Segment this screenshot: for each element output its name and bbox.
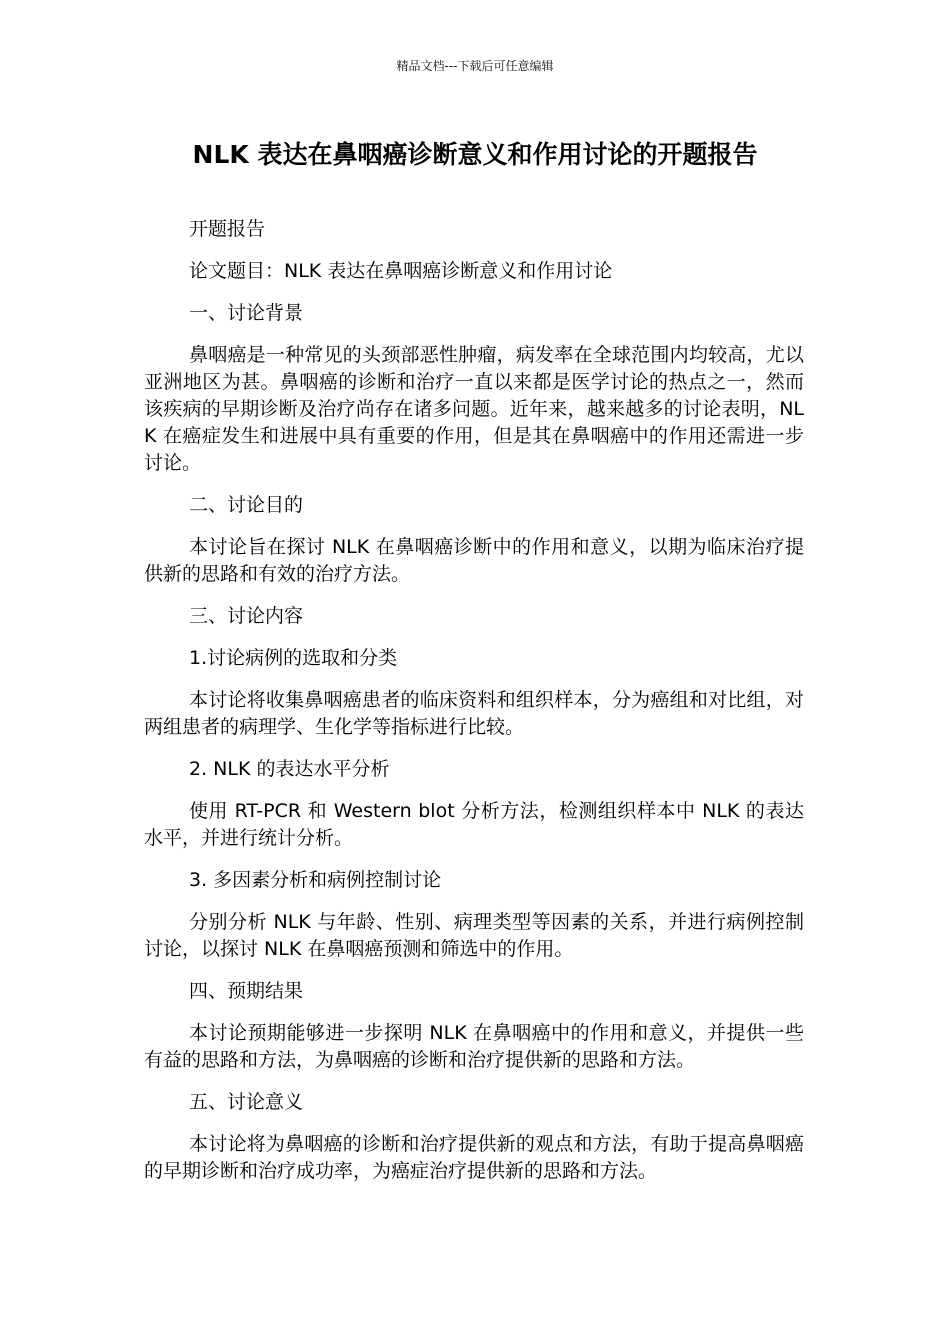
subheading-nlk-expression: 2. NLK 的表达水平分析 bbox=[189, 758, 390, 780]
paragraph-nlk-expression: 使用 RT-PCR 和 Western blot 分析方法，检测组织样本中 NLK 的表达水平，并进行统计分析。 bbox=[144, 800, 804, 849]
subheading-case-selection: 1.讨论病例的选取和分类 bbox=[189, 647, 398, 669]
paragraph-case-selection: 本讨论将收集鼻咽癌患者的临床资料和组织样本，分为癌组和对比组，对两组患者的病理学、生化学等指标进行比较。 bbox=[144, 689, 804, 738]
section-heading-background: 一、讨论背景 bbox=[189, 302, 304, 324]
section-heading-purpose: 二、讨论目的 bbox=[189, 494, 304, 516]
page-header-note: 精品文档---下载后可任意编辑 bbox=[396, 59, 554, 73]
paragraph-expected: 本讨论预期能够进一步探明 NLK 在鼻咽癌中的作用和意义，并提供一些有益的思路和方法，为鼻咽癌的诊断和治疗提供新的思路和方法。 bbox=[144, 1022, 804, 1071]
section-heading-expected: 四、预期结果 bbox=[189, 980, 304, 1002]
paragraph-purpose: 本讨论旨在探讨 NLK 在鼻咽癌诊断中的作用和意义，以期为临床治疗提供新的思路和有效的治疗方法。 bbox=[144, 536, 804, 585]
label-proposal-report: 开题报告 bbox=[189, 218, 266, 240]
paragraph-significance: 本讨论将为鼻咽癌的诊断和治疗提供新的观点和方法，有助于提高鼻咽癌的早期诊断和治疗成功率，为癌症治疗提供新的思路和方法。 bbox=[144, 1133, 804, 1182]
section-heading-content: 三、讨论内容 bbox=[189, 605, 304, 627]
paragraph-background: 鼻咽癌是一种常见的头颈部恶性肿瘤，病发率在全球范围内均较高，尤以亚洲地区为甚。鼻咽癌的诊断和治疗一直以来都是医学讨论的热点之一，然而该疾病的早期诊断及治疗尚存在诸多问题。近年来，越来越多的讨论表明，NLK 在癌症发生和进展中具有重要的作用，但是其在鼻咽癌中的作用还需进一步讨论。 bbox=[144, 344, 804, 474]
thesis-topic: 论文题目：NLK 表达在鼻咽癌诊断意义和作用讨论 bbox=[189, 260, 613, 282]
subheading-multifactor: 3. 多因素分析和病例控制讨论 bbox=[189, 869, 442, 891]
section-heading-significance: 五、讨论意义 bbox=[189, 1091, 304, 1113]
document-body bbox=[144, 216, 804, 1200]
document-title: NLK 表达在鼻咽癌诊断意义和作用讨论的开题报告 bbox=[192, 140, 758, 169]
paragraph-multifactor: 分别分析 NLK 与年龄、性别、病理类型等因素的关系，并进行病例控制讨论，以探讨 NLK 在鼻咽癌预测和筛选中的作用。 bbox=[144, 911, 804, 960]
